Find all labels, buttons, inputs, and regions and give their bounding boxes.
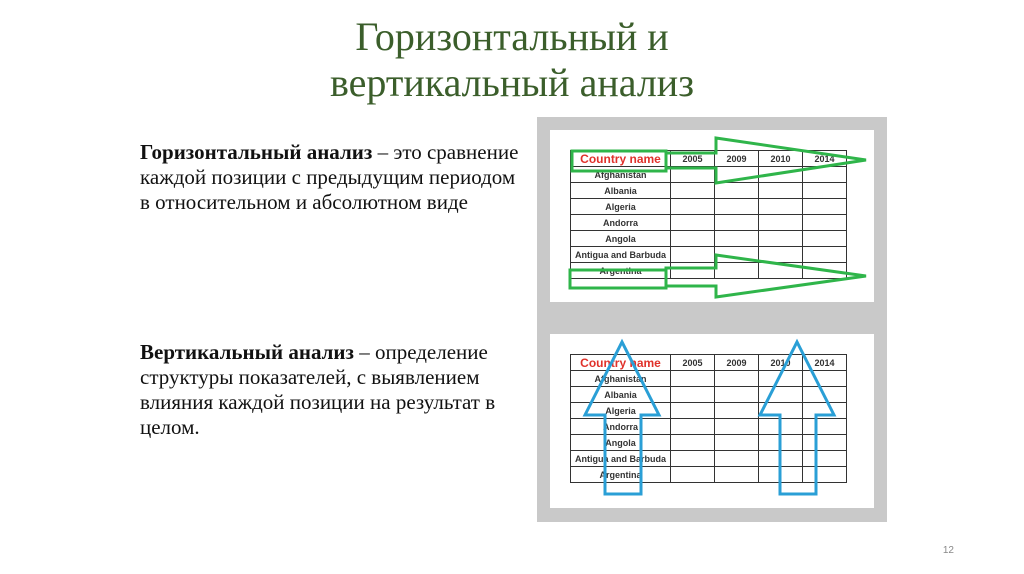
empty-cell [759,387,803,403]
header-year: 2010 [759,151,803,167]
table-row [571,371,847,387]
empty-cell [803,247,847,263]
empty-cell [759,419,803,435]
empty-cell [759,247,803,263]
table-row [571,231,847,247]
table-row [571,467,847,483]
country-cell: Angola [571,435,671,451]
empty-cell [671,451,715,467]
empty-cell [715,403,759,419]
horizontal-analysis-paragraph [140,140,530,215]
header-year: 2014 [803,355,847,371]
empty-cell [671,167,715,183]
table-row [571,247,847,263]
country-cell: Antigua and Barbuda [571,451,671,467]
header-year: 2005 [671,355,715,371]
empty-cell [715,451,759,467]
vertical-analysis-paragraph [140,340,530,440]
empty-cell [759,451,803,467]
empty-cell [671,371,715,387]
country-cell: Angola [571,231,671,247]
empty-cell [715,215,759,231]
empty-cell [671,247,715,263]
empty-cell [803,387,847,403]
empty-cell [803,451,847,467]
vertical-analysis-term: Вертикальный анализ [140,340,354,364]
header-year: 2010 [759,355,803,371]
empty-cell [715,371,759,387]
empty-cell [803,403,847,419]
empty-cell [759,435,803,451]
header-year: 2005 [671,151,715,167]
empty-cell [671,215,715,231]
empty-cell [715,419,759,435]
empty-cell [715,199,759,215]
table-row [571,387,847,403]
empty-cell [671,231,715,247]
empty-cell [715,167,759,183]
empty-cell [715,183,759,199]
empty-cell [671,403,715,419]
table-row [571,167,847,183]
empty-cell [803,435,847,451]
country-cell: Afghanistan [571,371,671,387]
table-row [571,183,847,199]
empty-cell [671,183,715,199]
empty-cell [803,183,847,199]
empty-cell [759,167,803,183]
empty-cell [759,183,803,199]
horizontal-example-table [570,150,847,279]
empty-cell [715,231,759,247]
empty-cell [803,467,847,483]
empty-cell [715,467,759,483]
empty-cell [759,231,803,247]
table-row [571,451,847,467]
empty-cell [759,403,803,419]
header-year: 2009 [715,355,759,371]
table-header-row [571,151,847,167]
country-cell: Argentina [571,467,671,483]
empty-cell [671,263,715,279]
empty-cell [759,263,803,279]
empty-cell [803,167,847,183]
empty-cell [671,467,715,483]
table-row [571,435,847,451]
title-line-2: вертикальный анализ [329,60,695,105]
table-row [571,419,847,435]
empty-cell [671,435,715,451]
vertical-example-table [570,354,847,483]
country-cell: Afghanistan [571,167,671,183]
country-cell: Argentina [571,263,671,279]
horizontal-analysis-definition: – это сравнение каждой позиции с предыдущим периодом в относительном и абсолютном виде [140,140,519,214]
empty-cell [803,263,847,279]
empty-cell [759,467,803,483]
header-country-name: Country name [571,151,671,167]
empty-cell [759,371,803,387]
empty-cell [715,263,759,279]
horizontal-analysis-term: Горизонтальный анализ [140,140,373,164]
country-cell: Albania [571,387,671,403]
empty-cell [759,215,803,231]
table-row [571,263,847,279]
empty-cell [803,231,847,247]
country-cell: Antigua and Barbuda [571,247,671,263]
slide-title [0,14,1024,106]
country-cell: Albania [571,183,671,199]
table-row [571,215,847,231]
empty-cell [803,419,847,435]
empty-cell [671,419,715,435]
empty-cell [715,387,759,403]
header-year: 2009 [715,151,759,167]
empty-cell [759,199,803,215]
empty-cell [803,371,847,387]
country-cell: Andorra [571,215,671,231]
country-cell: Algeria [571,199,671,215]
empty-cell [803,199,847,215]
empty-cell [803,215,847,231]
table-header-row [571,355,847,371]
empty-cell [671,199,715,215]
header-year: 2014 [803,151,847,167]
country-cell: Andorra [571,419,671,435]
table-row [571,199,847,215]
table-row [571,403,847,419]
header-country-name: Country name [571,355,671,371]
country-cell: Algeria [571,403,671,419]
empty-cell [671,387,715,403]
title-line-1: Горизонтальный и [355,14,669,59]
vertical-analysis-definition: – определение структуры показателей, с выявлением влияния каждой позиции на результат в целом. [140,340,496,439]
empty-cell [715,247,759,263]
empty-cell [715,435,759,451]
page-number: 12 [942,545,954,556]
